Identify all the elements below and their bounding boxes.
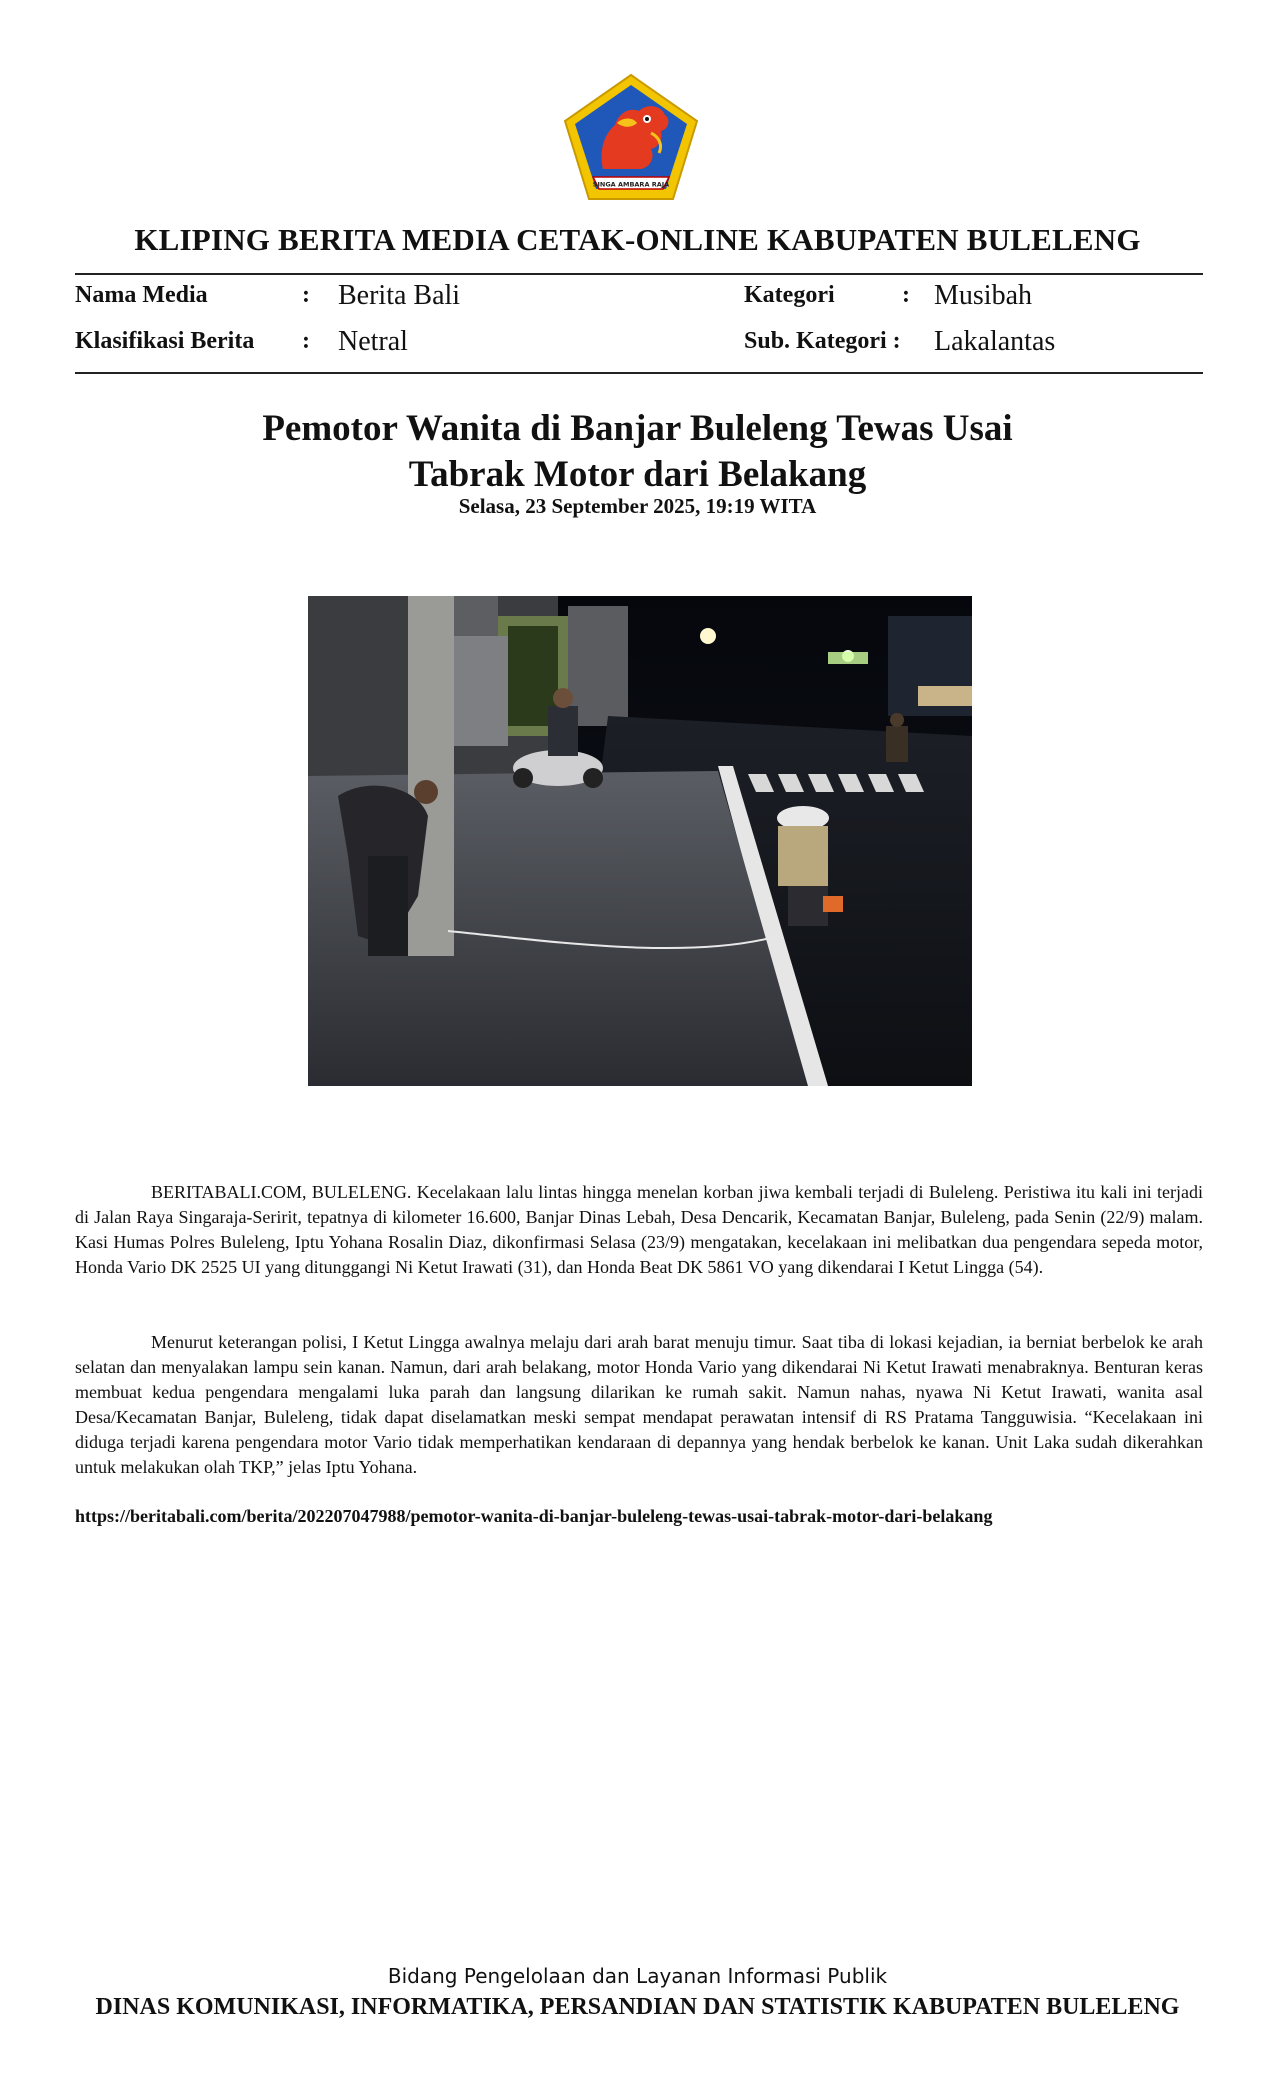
news-classification-colon: : [302,328,310,354]
article-paragraph-2 [75,1330,1203,1480]
footer-agency: DINAS KOMUNIKASI, INFORMATIKA, PERSANDIAN DAN STATISTIK KABUPATEN BULELENG [95,1994,1180,2020]
header-divider-bottom [75,372,1203,374]
media-name-label: Nama Media [75,282,208,308]
media-name-value: Berita Bali [338,280,461,311]
svg-text:SINGA AMBARA RAJA: SINGA AMBARA RAJA [592,180,670,189]
news-classification-label: Klasifikasi Berita [75,328,255,354]
article-title [0,406,1275,498]
clipping-header-title: KLIPING BERITA MEDIA CETAK-ONLINE KABUPATEN BULELENG [134,222,1141,257]
buleleng-emblem-logo [563,73,699,201]
category-colon: : [902,282,910,308]
article-photo [308,596,972,1086]
category-label: Kategori [744,282,835,308]
header-divider-top [75,273,1203,275]
article-paragraph-1-text: BERITABALI.COM, BULELENG. Kecelakaan lalu lintas hingga menelan korban jiwa kembali terjadi di Buleleng. Peristiwa itu kali ini terjadi di Jalan Raya Singaraja-Seririt, tepatnya di kilometer 16.600, Banjar Dinas Lebah, Desa Dencarik, Kecamatan Banjar, Buleleng, pada Senin (22/9) malam. Kasi Humas Polres Buleleng, Iptu Yohana Rosalin Diaz, dikonfirmasi Selasa (23/9) mengatakan, kecelakaan ini melibatkan dua pengendara sepeda motor, Honda Vario DK 2525 UI yang ditunggangi Ni Ketut Irawati (31), dan Honda Beat DK 5861 VO yang dikendarai I Ketut Lingga (54). [75,1182,1203,1277]
media-name-colon: : [302,282,310,308]
sub-category-label: Sub. Kategori : [744,328,901,354]
sub-category-value: Lakalantas [934,326,1056,357]
article-date: Selasa, 23 September 2025, 19:19 WITA [458,494,817,518]
article-title-line-1: Pemotor Wanita di Banjar Buleleng Tewas Usai [262,408,1013,449]
category-value: Musibah [934,280,1032,311]
article-title-line-2: Tabrak Motor dari Belakang [408,454,867,495]
article-source-url[interactable]: https://beritabali.com/berita/202207047988/pemotor-wanita-di-banjar-buleleng-tewas-usai-tabrak-motor-dari-belakang [75,1506,993,1526]
article-paragraph-1 [75,1180,1203,1280]
news-classification-value: Netral [338,326,408,357]
article-paragraph-2-text: Menurut keterangan polisi, I Ketut Lingga awalnya melaju dari arah barat menuju timur. Saat tiba di lokasi kejadian, ia berniat berbelok ke arah selatan dan menyalakan lampu sein kanan. Namun, dari arah belakang, motor Honda Vario yang dikendarai Ni Ketut Irawati menabraknya. Benturan keras membuat kedua pengendara mengalami luka parah dan langsung dilarikan ke rumah sakit. Namun nahas, nyawa Ni Ketut Irawati, wanita asal Desa/Kecamatan Banjar, Buleleng, tidak dapat diselamatkan meski sempat mendapat perawatan intensif di RS Pratama Tangguwisia. “Kecelakaan ini diduga terjadi karena pengendara motor Vario tidak memperhatikan kendaraan di depannya yang hendak berbelok ke kanan. Unit Laka sudah dikerahkan untuk melakukan olah TKP,” jelas Iptu Yohana. [75,1332,1203,1477]
footer-department: Bidang Pengelolaan dan Layanan Informasi Publik [387,1964,888,1988]
